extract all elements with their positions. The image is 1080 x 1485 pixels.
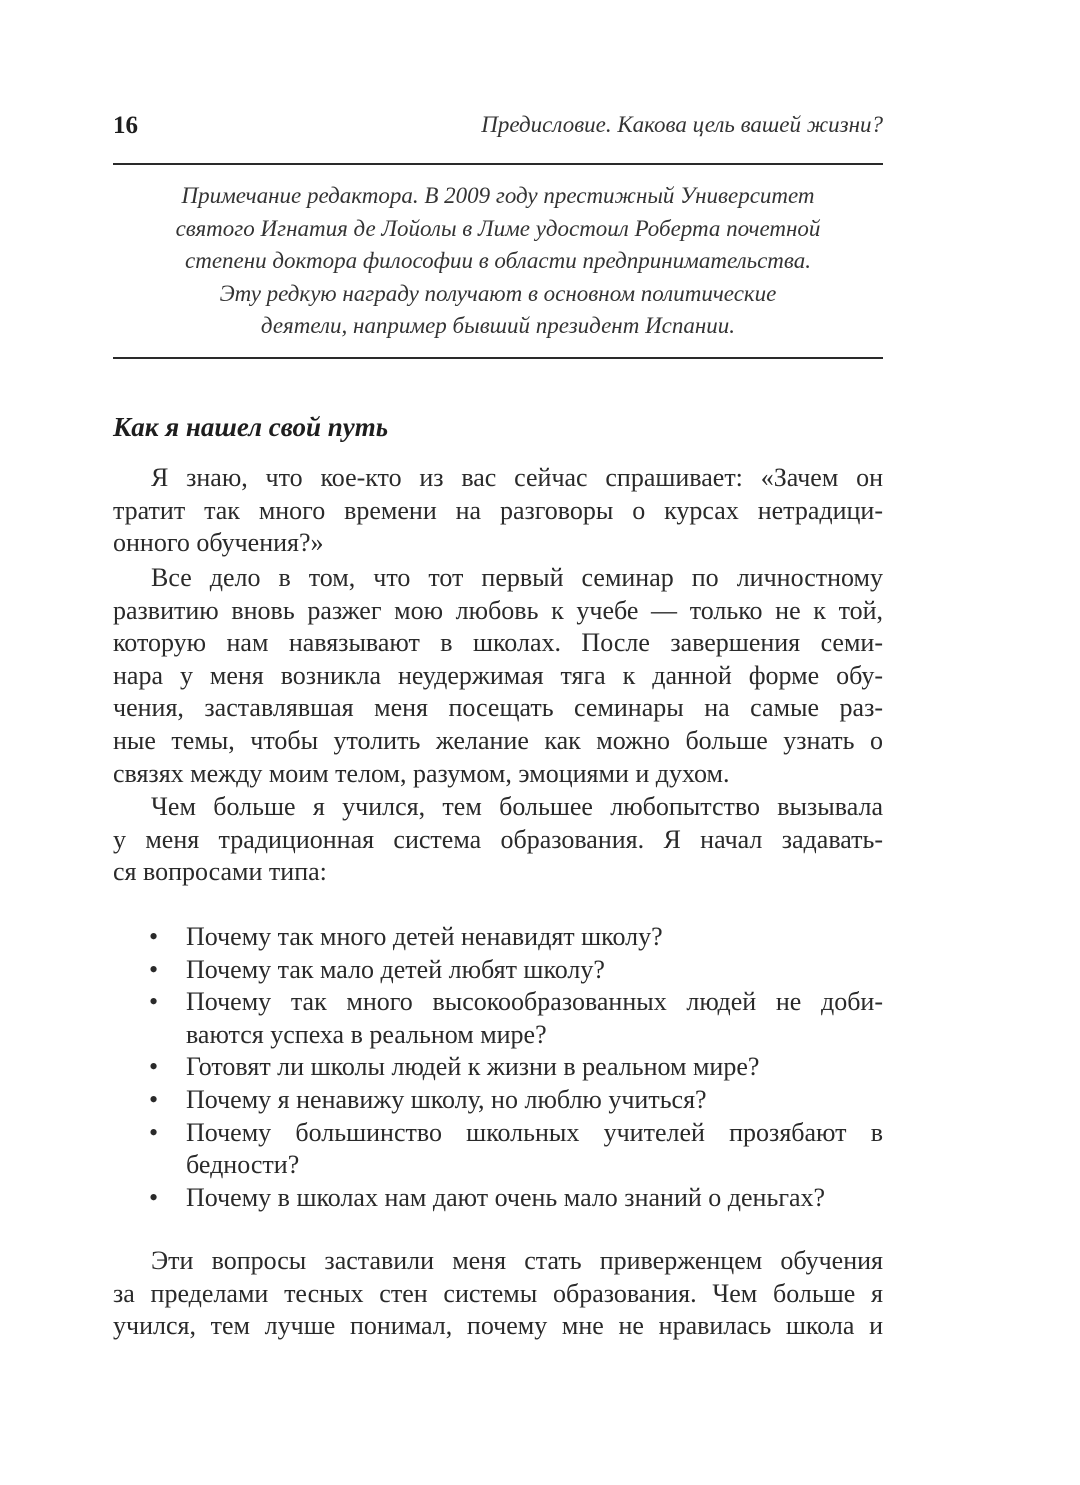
running-title: Предисловие. Какова цель вашей жизни?: [481, 112, 883, 137]
paragraph-line: ся вопросами типа:: [113, 857, 327, 887]
list-item-line: Готовят ли школы людей к жизни в реальном мире?: [186, 1052, 760, 1082]
editor-note-line: Примечание редактора. В 2009 году престижный Университет: [181, 183, 815, 208]
bullet-icon: •: [149, 1182, 159, 1212]
paragraph-line: онного обучения?»: [113, 528, 324, 558]
paragraph-line: Эти вопросы заставили меня стать приверженцем обучения: [151, 1246, 883, 1275]
bullet-icon: •: [149, 954, 159, 984]
list-item-line: Почему я ненавижу школу, но люблю учиться?: [186, 1084, 707, 1114]
paragraph-line: тратит так много времени на разговоры о курсах нетрадици-: [113, 495, 883, 525]
editor-note: [113, 180, 883, 343]
list-item-line: бедности?: [186, 1150, 300, 1180]
list-item-line: Почему так мало детей любят школу?: [186, 954, 605, 984]
bullet-icon: •: [149, 1084, 159, 1114]
list-item: [113, 986, 883, 1051]
top-divider: [113, 163, 883, 165]
paragraph-line: Я знаю, что кое-кто из вас сейчас спрашивает: «Зачем он: [151, 463, 883, 492]
paragraph-4: [113, 1245, 883, 1343]
paragraph-line: которую нам навязывают в школах. После завершения семи-: [113, 628, 883, 658]
bullet-icon: •: [149, 987, 159, 1017]
bottom-divider: [113, 357, 883, 359]
list-item: [113, 1117, 883, 1182]
list-item: [113, 954, 883, 987]
paragraph-line: Все дело в том, что тот первый семинар по личностному: [151, 563, 883, 592]
list-item-line: Почему так много детей ненавидят школу?: [186, 922, 663, 951]
list-item: [113, 1051, 883, 1084]
list-item: [113, 1182, 883, 1215]
paragraph-line: учился, тем лучше понимал, почему мне не нравилась школа и: [113, 1311, 883, 1341]
editor-note-line: Эту редкую награду получают в основном политические: [219, 280, 777, 306]
paragraph-line: нара у меня возникла неудержимая тяга к данной форме обу-: [113, 660, 883, 690]
list-item-line: Почему большинство школьных учителей прозябают в: [186, 1117, 883, 1147]
questions-list: [113, 921, 883, 1214]
paragraph-line: за пределами тесных стен системы образования. Чем больше я: [113, 1278, 883, 1308]
editor-note-line: степени доктора философии в области предпринимательства.: [185, 248, 811, 273]
paragraph-line: Чем больше я учился, тем большее любопытство вызывала: [151, 792, 883, 821]
paragraph-1: [113, 462, 883, 560]
paragraph-line: ные темы, чтобы утолить желание как можно больше узнать о: [113, 725, 883, 755]
paragraph-line: у меня традиционная система образования. Я начал задавать-: [113, 824, 883, 854]
paragraph-3: [113, 791, 883, 889]
list-item-line: Почему так много высокообразованных людей не доби-: [186, 987, 883, 1017]
page-number: 16: [113, 112, 138, 139]
list-item-line: ваются успеха в реальном мире?: [186, 1019, 547, 1049]
section-heading: Как я нашел свой путь: [113, 412, 389, 442]
paragraph-line: связях между моим телом, разумом, эмоциями и духом.: [113, 758, 730, 788]
list-item: [113, 921, 883, 954]
running-head: [113, 108, 883, 148]
bullet-icon: •: [149, 1052, 159, 1082]
paragraph-2: [113, 562, 883, 790]
list-item-line: Почему в школах нам дают очень мало знаний о деньгах?: [186, 1182, 826, 1212]
paragraph-line: чения, заставлявшая меня посещать семинары на самые раз-: [113, 693, 883, 723]
editor-note-line: святого Игнатия де Лойолы в Лиме удостоил Роберта почетной: [175, 215, 821, 241]
bullet-icon: •: [149, 1117, 159, 1147]
bullet-icon: •: [149, 922, 159, 951]
paragraph-line: развитию вновь разжег мою любовь к учебе — только не к той,: [113, 595, 883, 625]
editor-note-line: деятели, например бывший президент Испании.: [260, 313, 736, 338]
list-item: [113, 1084, 883, 1117]
